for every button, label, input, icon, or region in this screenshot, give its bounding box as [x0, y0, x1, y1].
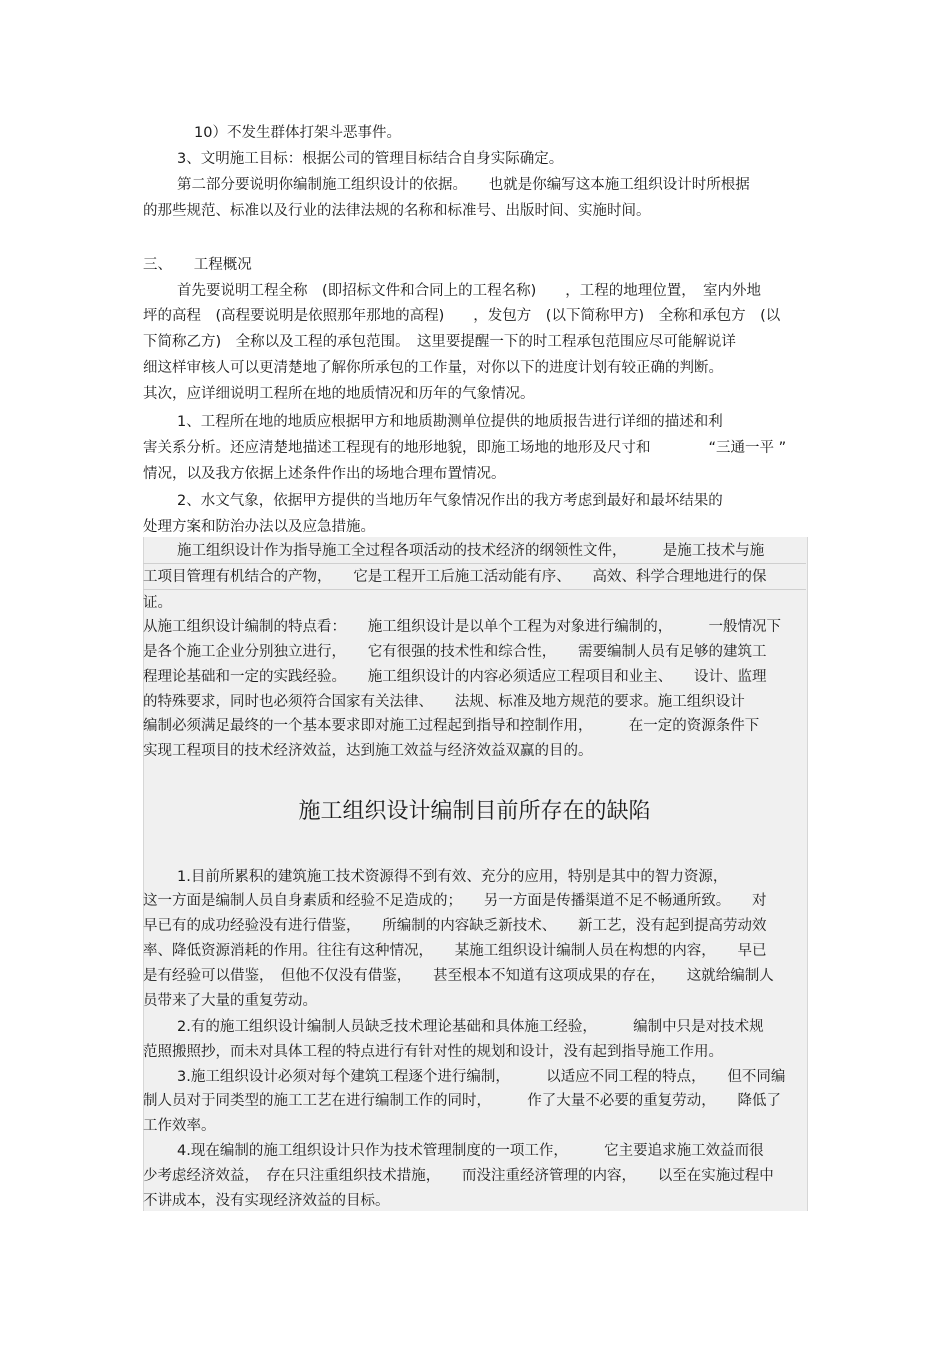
- paragraph-line: 制人员对于同类型的施工工艺在进行编制工作的同时， 作了大量不必要的重复劳动， 降低了: [143, 1093, 781, 1109]
- paragraph-line: 工作效率。: [143, 1118, 216, 1134]
- paragraph-line: 4.现在编制的施工组织设计只作为技术管理制度的一项工作， 它主要追求施工效益而很: [177, 1143, 764, 1159]
- paragraph-line: 情况，以及我方依据上述条件作出的场地合理布置情况。: [143, 466, 506, 482]
- paragraph-line: 10）不发生群体打架斗恶事件。: [194, 125, 401, 141]
- paragraph-line: 首先要说明工程全称 (即招标文件和合同上的工程名称) ，工程的地理位置， 室内外地: [177, 283, 762, 299]
- paragraph-line: 下简称乙方) 全称以及工程的承包范围。 这里要提醒一下的时工程承包范围应尽可能解说详: [143, 334, 736, 350]
- paragraph-line: 害关系分析。还应清楚地描述工程现有的地形地貌，即施工场地的地形及尺寸和 “三通一平 ”: [143, 440, 787, 456]
- paragraph-line: 是各个施工企业分别独立进行， 它有很强的技术性和综合性， 需要编制人员有足够的建筑工: [143, 644, 767, 660]
- paragraph-line: 2.有的施工组织设计编制人员缺乏技术理论基础和具体施工经验， 编制中只是对技术规: [177, 1019, 764, 1035]
- paragraph-line: 从施工组织设计编制的特点看： 施工组织设计是以单个工程为对象进行编制的， 一般情况下: [143, 619, 781, 635]
- paragraph-line: 坪的高程 (高程要说明是依照那年那地的高程) ，发包方 (以下简称甲方) 全称和承包方 (以: [143, 308, 781, 324]
- paragraph-line: 范照搬照抄，而未对具体工程的特点进行有针对性的规划和设计，没有起到指导施工作用。: [143, 1044, 723, 1060]
- paragraph-line: 3、文明施工目标：根据公司的管理目标结合自身实际确定。: [177, 151, 564, 167]
- paragraph-line: 是有经验可以借鉴， 但他不仅没有借鉴， 甚至根本不知道有这项成果的存在， 这就给编制人: [143, 968, 774, 984]
- paragraph-line: 的特殊要求，同时也必须符合国家有关法律、 法规、标准及地方规范的要求。施工组织设计: [143, 694, 745, 710]
- paragraph-line: 这一方面是编制人员自身素质和经验不足造成的； 另一方面是传播渠道不足不畅通所致。 对: [143, 893, 767, 909]
- paragraph-line: 1、工程所在地的地质应根据甲方和地质勘测单位提供的地质报告进行详细的描述和利: [177, 414, 723, 430]
- paragraph-line: 早已有的成功经验没有进行借鉴， 所编制的内容缺乏新技术、 新工艺，没有起到提高劳动效: [143, 918, 767, 934]
- section-heading: 三、 工程概况: [143, 257, 252, 273]
- paragraph-line: 证。: [143, 595, 172, 611]
- divider: [143, 589, 806, 590]
- defects-heading: 施工组织设计编制目前所存在的缺陷: [298, 799, 651, 824]
- paragraph-line: 细这样审核人可以更清楚地了解你所承包的工作量，对你以下的进度计划有较正确的判断。: [143, 360, 723, 376]
- paragraph-line: 工项目管理有机结合的产物， 它是工程开工后施工活动能有序、 高效、科学合理地进行的保: [143, 569, 767, 585]
- paragraph-line: 2、水文气象，依据甲方提供的当地历年气象情况作出的我方考虑到最好和最坏结果的: [177, 493, 723, 509]
- paragraph-line: 第二部分要说明你编制施工组织设计的依据。 也就是你编写这本施工组织设计时所根据: [177, 177, 750, 193]
- divider: [143, 563, 806, 564]
- paragraph-line: 处理方案和防治办法以及应急措施。: [143, 519, 375, 535]
- paragraph-line: 实现工程项目的技术经济效益，达到施工效益与经济效益双赢的目的。: [143, 743, 593, 759]
- paragraph-line: 不讲成本，没有实现经济效益的目标。: [143, 1193, 390, 1209]
- paragraph-line: 率、降低资源消耗的作用。往往有这种情况， 某施工组织设计编制人员在构想的内容， 早已: [143, 943, 767, 959]
- paragraph-line: 员带来了大量的重复劳动。: [143, 993, 317, 1009]
- paragraph-line: 编制必须满足最终的一个基本要求即对施工过程起到指导和控制作用， 在一定的资源条件下: [143, 718, 760, 734]
- paragraph-line: 1.目前所累积的建筑施工技术资源得不到有效、充分的应用，特别是其中的智力资源，: [177, 869, 728, 885]
- paragraph-line: 程理论基础和一定的实践经验。 施工组织设计的内容必须适应工程项目和业主、 设计、监理: [143, 669, 767, 685]
- paragraph-line: 施工组织设计作为指导施工全过程各项活动的技术经济的纲领性文件， 是施工技术与施: [177, 543, 765, 559]
- paragraph-line: 少考虑经济效益， 存在只注重组织技术措施， 而没注重经济管理的内容， 以至在实施过程中: [143, 1168, 774, 1184]
- paragraph-line: 的那些规范、标准以及行业的法律法规的名称和标准号、出版时间、实施时间。: [143, 203, 651, 219]
- paragraph-line: 其次，应详细说明工程所在地的地质情况和历年的气象情况。: [143, 386, 535, 402]
- paragraph-line: 3.施工组织设计必须对每个建筑工程逐个进行编制， 以适应不同工程的特点， 但不同编: [177, 1069, 786, 1085]
